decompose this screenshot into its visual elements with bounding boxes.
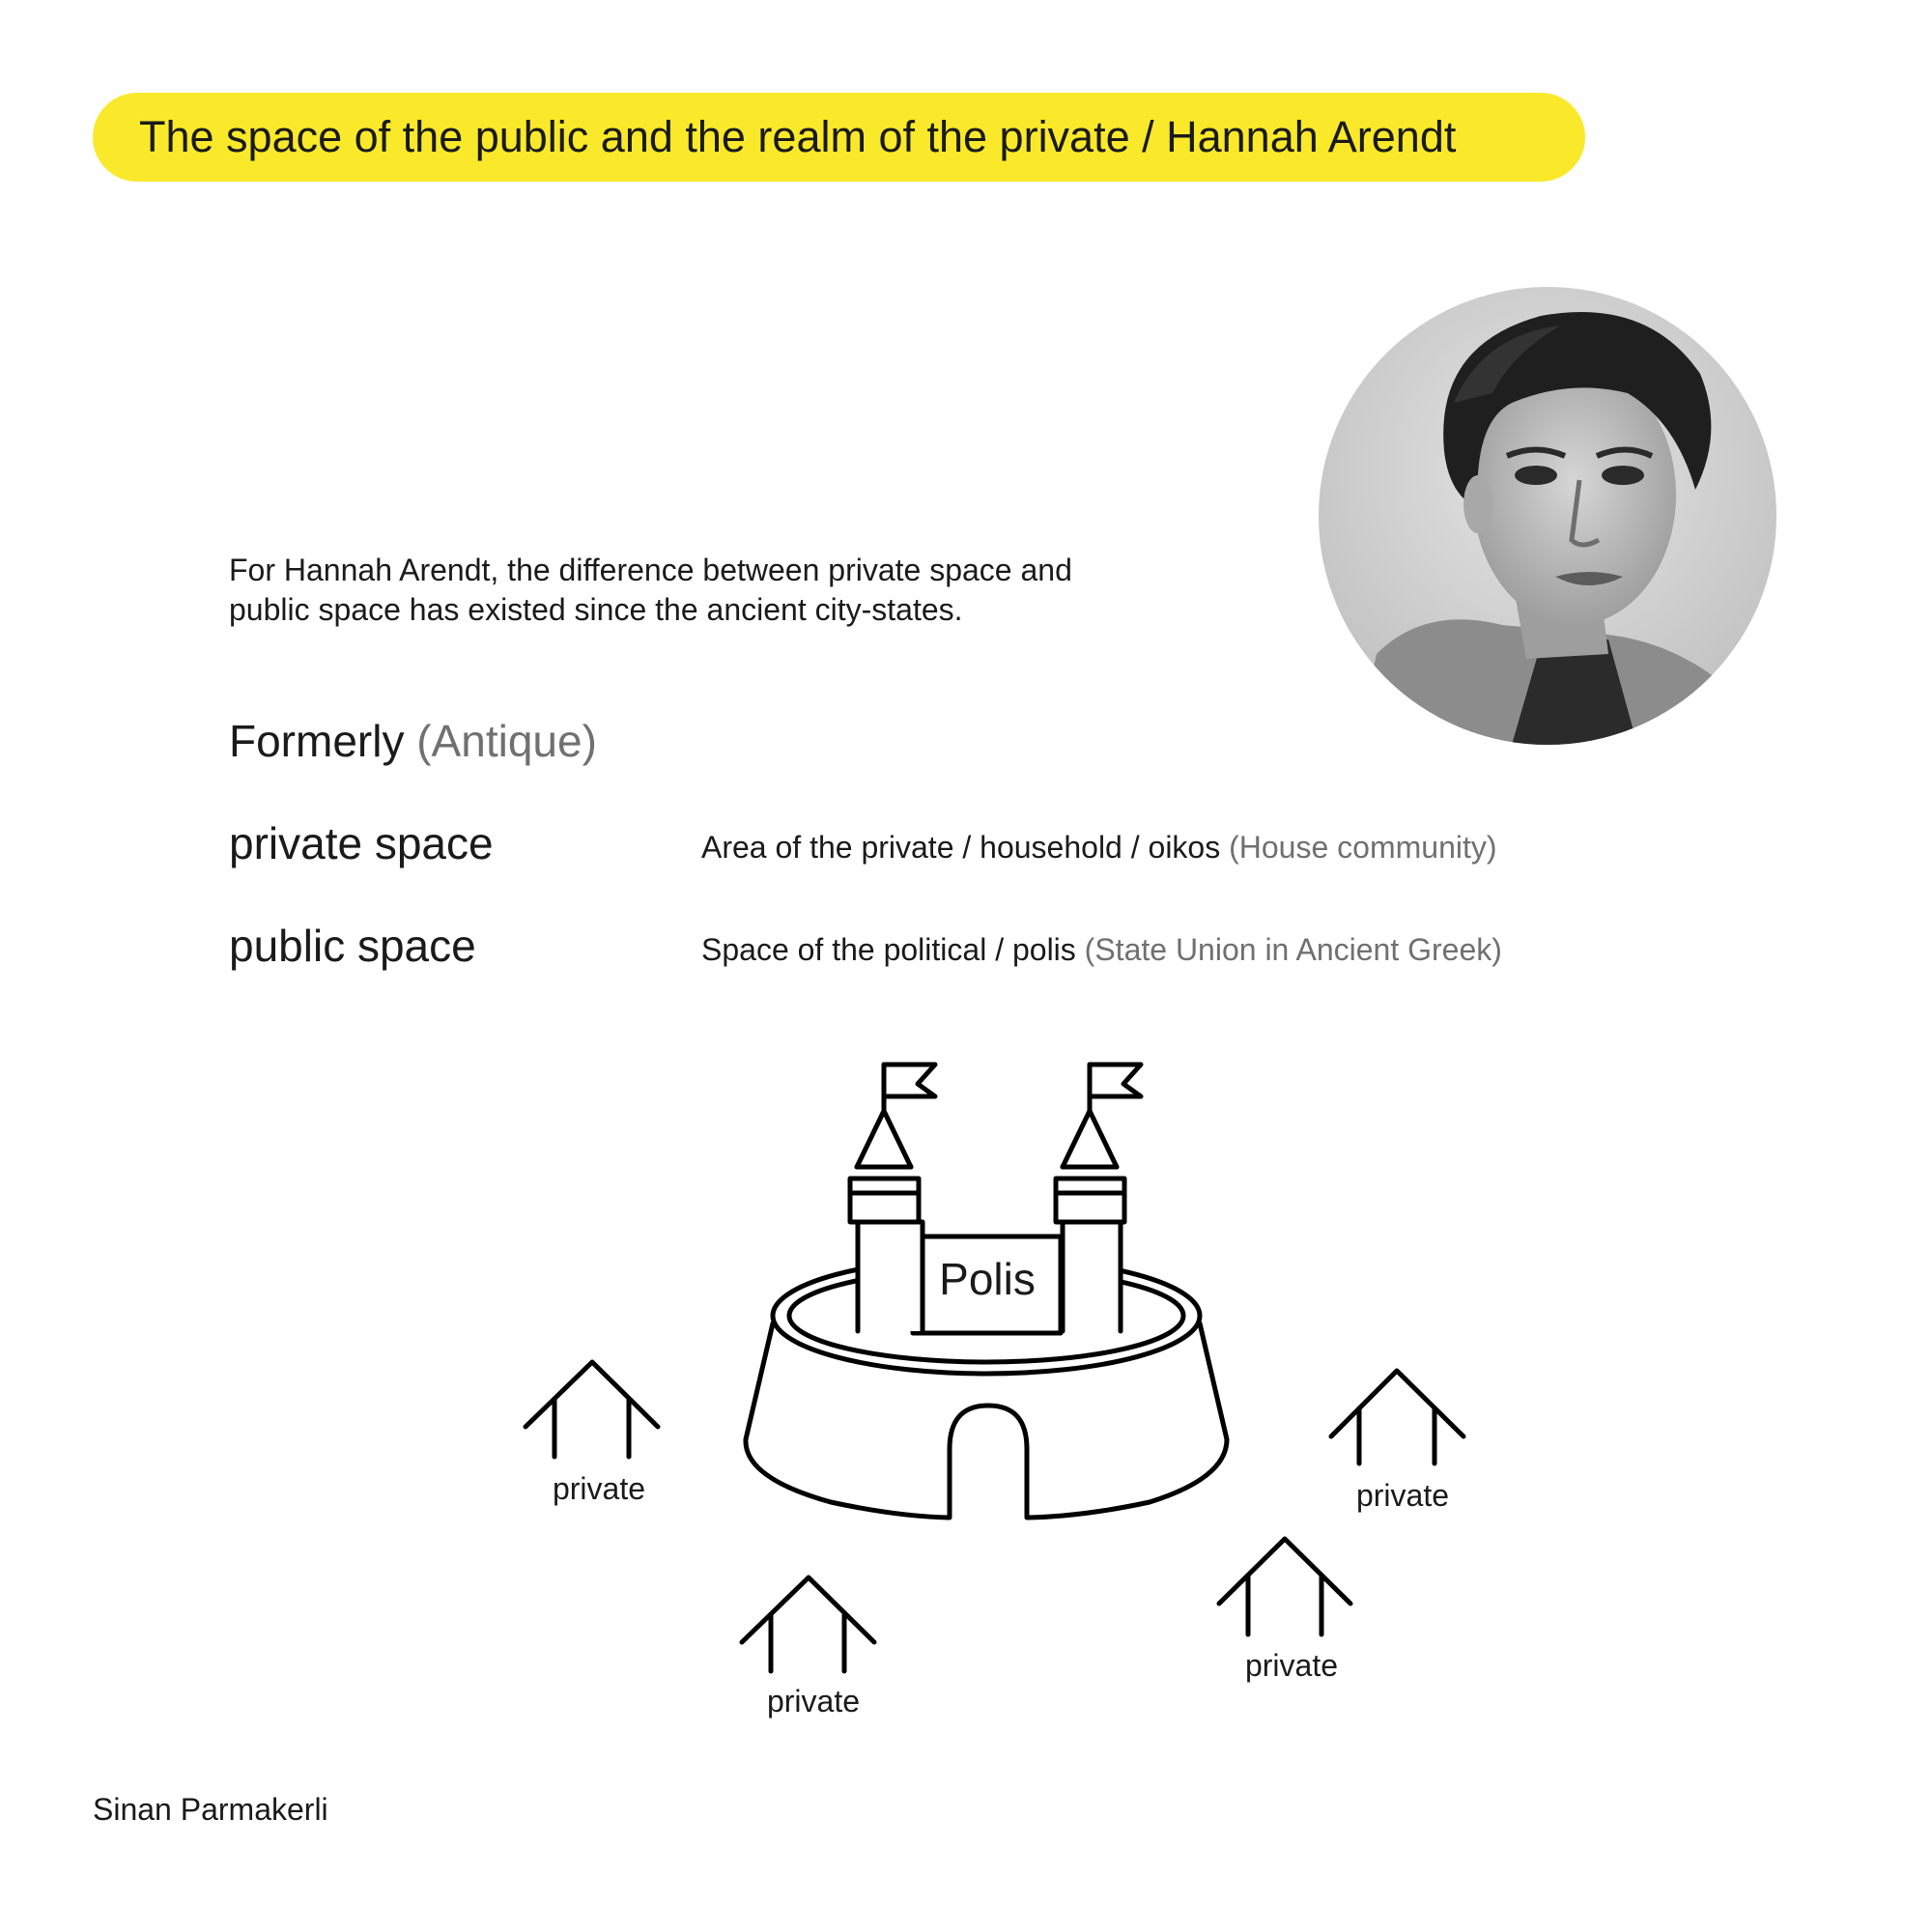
house-icon — [526, 1362, 658, 1457]
term-public-space: public space — [229, 921, 476, 971]
intro-line-2: public space has existed since the ancient city-states. — [229, 592, 963, 627]
definition-note: (State Union in Ancient Greek) — [1084, 932, 1502, 967]
definition-text: Space of the political / polis — [701, 932, 1076, 967]
era-label: Formerly — [229, 716, 405, 766]
house-label: private — [766, 1684, 861, 1719]
house-label: private — [552, 1471, 646, 1506]
era-qualifier: (Antique) — [416, 716, 597, 766]
house-label: private — [1244, 1648, 1339, 1683]
page-title: The space of the public and the realm of the private / Hannah Arendt — [139, 112, 1457, 161]
definition-note: (House community) — [1229, 830, 1497, 865]
author-name: Sinan Parmakerli — [93, 1792, 328, 1827]
term-private-space: private space — [229, 818, 494, 868]
house-icon — [1331, 1371, 1463, 1463]
house-icon — [1219, 1539, 1350, 1634]
house-label: private — [1355, 1478, 1450, 1513]
definition-text: Area of the private / household / oikos — [701, 830, 1221, 865]
house-icon — [742, 1577, 874, 1671]
intro-line-1: For Hannah Arendt, the difference between private space and — [229, 553, 1072, 587]
polis-label: Polis — [939, 1254, 1036, 1304]
